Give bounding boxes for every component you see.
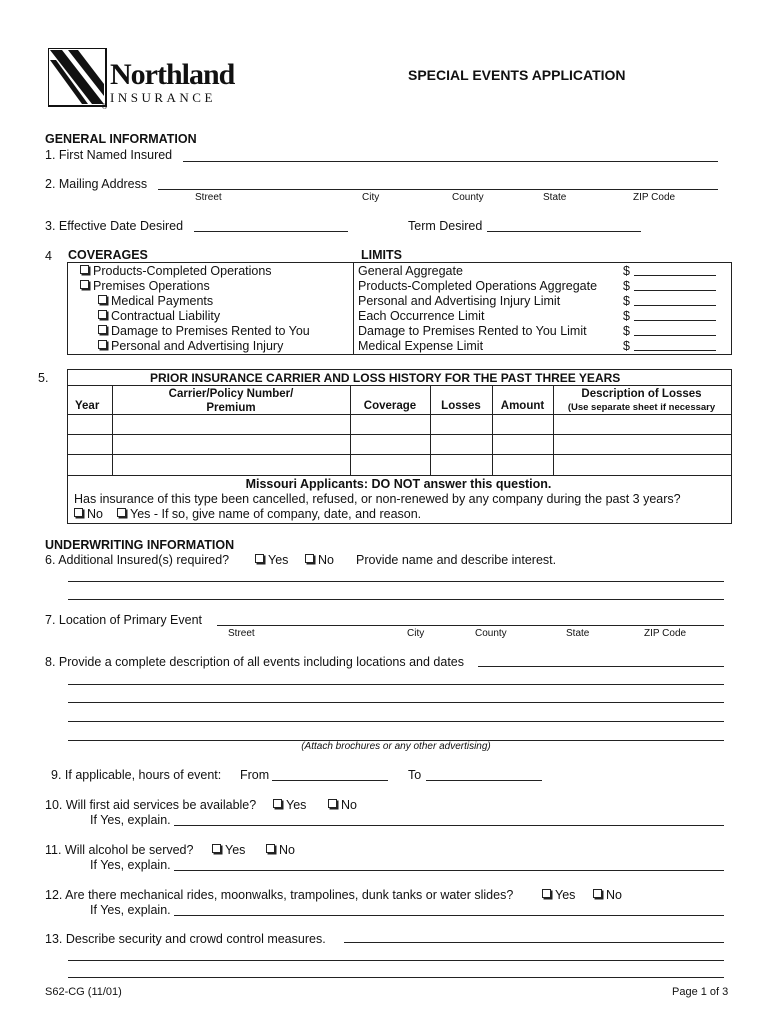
q12-yes-option[interactable]: Yes [542,888,575,902]
q10-explain-field[interactable] [174,825,724,826]
cancel-yes-option[interactable]: Yes - If so, give name of company, date, and reason. [117,507,421,521]
q11-yes-option[interactable]: Yes [212,843,245,857]
from-field[interactable] [272,780,388,781]
prior-heading: PRIOR INSURANCE CARRIER AND LOSS HISTORY FOR THE PAST THREE YEARS [150,371,621,385]
dollar-sign: $ [623,294,630,308]
limit-amount-field[interactable] [634,290,716,291]
effective-date-field[interactable] [194,231,348,232]
checkbox-icon [273,799,282,808]
page-number: Page 1 of 3 [672,986,729,998]
q11-label: 11. Will alcohol be served? [45,843,194,857]
q9-label: 9. If applicable, hours of event: [51,768,222,782]
coverage-item-personal[interactable]: Personal and Advertising Injury [98,339,283,353]
loc-city-label: City [407,628,425,639]
dollar-sign: $ [623,324,630,338]
checkbox-icon [305,554,314,563]
q7-label: 7. Location of Primary Event [45,613,203,627]
addr-state-label: State [543,192,567,203]
missouri-note: Missouri Applicants: DO NOT answer this question. [245,477,552,491]
q1-label: 1. First Named Insured [45,148,173,162]
page-title: SPECIAL EVENTS APPLICATION [408,67,626,83]
limit-amount-field[interactable] [634,320,716,321]
q8-answer-line[interactable] [478,666,724,667]
q12-no-option[interactable]: No [593,888,622,902]
q10-yes-option[interactable]: Yes [273,798,306,812]
limit-personal-advertising: Personal and Advertising Injury Limit [358,294,561,308]
coverage-item-damage[interactable]: Damage to Premises Rented to You [98,324,310,338]
q12-if-yes: If Yes, explain. [90,903,171,917]
checkbox-icon [80,265,89,274]
limit-amount-field[interactable] [634,350,716,351]
q12-explain-field[interactable] [174,915,724,916]
dollar-sign: $ [623,264,630,278]
q11-explain-field[interactable] [174,870,724,871]
limits-heading: LIMITS [361,248,402,262]
checkbox-icon [98,295,107,304]
table-divider [67,475,731,476]
table-col-line [430,385,431,475]
to-label: To [408,768,422,782]
to-field[interactable] [426,780,542,781]
coverage-item-contractual[interactable]: Contractual Liability [98,309,220,323]
limit-general-aggregate: General Aggregate [358,264,463,278]
addr-street-label: Street [195,192,222,203]
checkbox-icon [212,844,221,853]
form-id: S62-CG (11/01) [45,986,122,998]
dollar-sign: $ [623,279,630,293]
q11-no-option[interactable]: No [266,843,295,857]
dollar-sign: $ [623,309,630,323]
cancel-no-option[interactable]: No [74,507,103,521]
loc-state-label: State [566,628,590,639]
addr-zip-label: ZIP Code [633,192,676,203]
q10-label: 10. Will first aid services be available? [45,798,257,812]
dollar-sign: $ [623,339,630,353]
checkbox-icon [98,340,107,349]
checkbox-icon [328,799,337,808]
limit-amount-field[interactable] [634,305,716,306]
addr-city-label: City [362,192,380,203]
checkbox-icon [98,325,107,334]
brand-sub: INSURANCE [110,90,216,105]
event-location-field[interactable] [217,625,724,626]
loc-street-label: Street [228,628,255,639]
q11-if-yes: If Yes, explain. [90,858,171,872]
term-label: Term Desired [408,219,483,233]
table-divider [67,434,731,435]
q8-label: 8. Provide a complete description of all events including locations and dates [45,655,465,669]
col-losses: Losses [441,400,481,412]
loc-zip-label: ZIP Code [644,628,687,639]
brand-name: Northland [110,58,235,91]
checkbox-icon [593,889,602,898]
q10-if-yes: If Yes, explain. [90,813,171,827]
checkbox-icon [80,280,89,289]
q2-label: 2. Mailing Address [45,177,148,191]
checkbox-icon [255,554,264,563]
q6-provide: Provide name and describe interest. [356,553,557,567]
coverage-item-premises[interactable]: Premises Operations [80,279,210,293]
q8-answer-line[interactable] [68,684,724,685]
northland-logo-icon [48,48,108,110]
q13-label: 13. Describe security and crowd control measures. [45,932,326,946]
q13-answer-line[interactable] [68,977,724,978]
q13-answer-line[interactable] [68,960,724,961]
table-col-line [350,385,351,475]
limit-damage-premises: Damage to Premises Rented to You Limit [358,324,587,338]
q8-answer-line[interactable] [68,721,724,722]
limit-amount-field[interactable] [634,275,716,276]
q6-yes-option[interactable]: Yes [255,553,288,567]
limit-each-occurrence: Each Occurrence Limit [358,309,485,323]
q12-label: 12. Are there mechanical rides, moonwalks, trampolines, dunk tanks or water slides? [45,888,514,902]
q6-answer-line[interactable] [68,581,724,582]
q8-answer-line[interactable] [68,702,724,703]
addr-county-label: County [452,192,484,203]
cancel-question: Has insurance of this type been cancelled, refused, or non-renewed by any company during the past 3 years? [74,492,681,506]
term-field[interactable] [487,231,641,232]
from-label: From [240,768,270,782]
coverage-item-medical[interactable]: Medical Payments [98,294,213,308]
table-col-line [492,385,493,475]
first-named-insured-field[interactable] [183,161,718,162]
table-divider [67,454,731,455]
coverage-item-products[interactable]: Products-Completed Operations [80,264,272,278]
q10-no-option[interactable]: No [328,798,357,812]
checkbox-icon [117,508,126,517]
q6-answer-line[interactable] [68,599,724,600]
q3-label: 3. Effective Date Desired [45,219,184,233]
checkbox-icon [74,508,83,517]
table-divider [67,385,731,386]
limit-products-aggregate: Products-Completed Operations Aggregate [358,279,598,293]
limit-medical-expense: Medical Expense Limit [358,339,484,353]
brand-registered: ® [102,104,108,111]
q5-number: 5. [38,371,49,385]
q6-label: 6. Additional Insured(s) required? [45,553,230,567]
q4-number: 4 [45,249,52,263]
col-coverage: Coverage [363,400,417,412]
checkbox-icon [542,889,551,898]
coverages-heading: COVERAGES [68,248,148,262]
mailing-address-field[interactable] [158,189,718,190]
q6-no-option[interactable]: No [305,553,334,567]
general-heading: GENERAL INFORMATION [45,132,197,146]
checkbox-icon [98,310,107,319]
attach-note: (Attach brochures or any other advertising) [301,741,491,752]
q13-answer-line[interactable] [344,942,724,943]
underwriting-heading: UNDERWRITING INFORMATION [45,538,235,552]
limit-amount-field[interactable] [634,335,716,336]
col-year: Year [75,400,100,412]
coverages-divider [353,262,354,354]
col-carrier: Carrier/Policy Number/ Premium [168,388,294,414]
checkbox-icon [266,844,275,853]
col-amount: Amount [500,400,545,412]
col-description: Description of Losses (Use separate sheet if necessary [567,388,716,413]
loc-county-label: County [475,628,507,639]
